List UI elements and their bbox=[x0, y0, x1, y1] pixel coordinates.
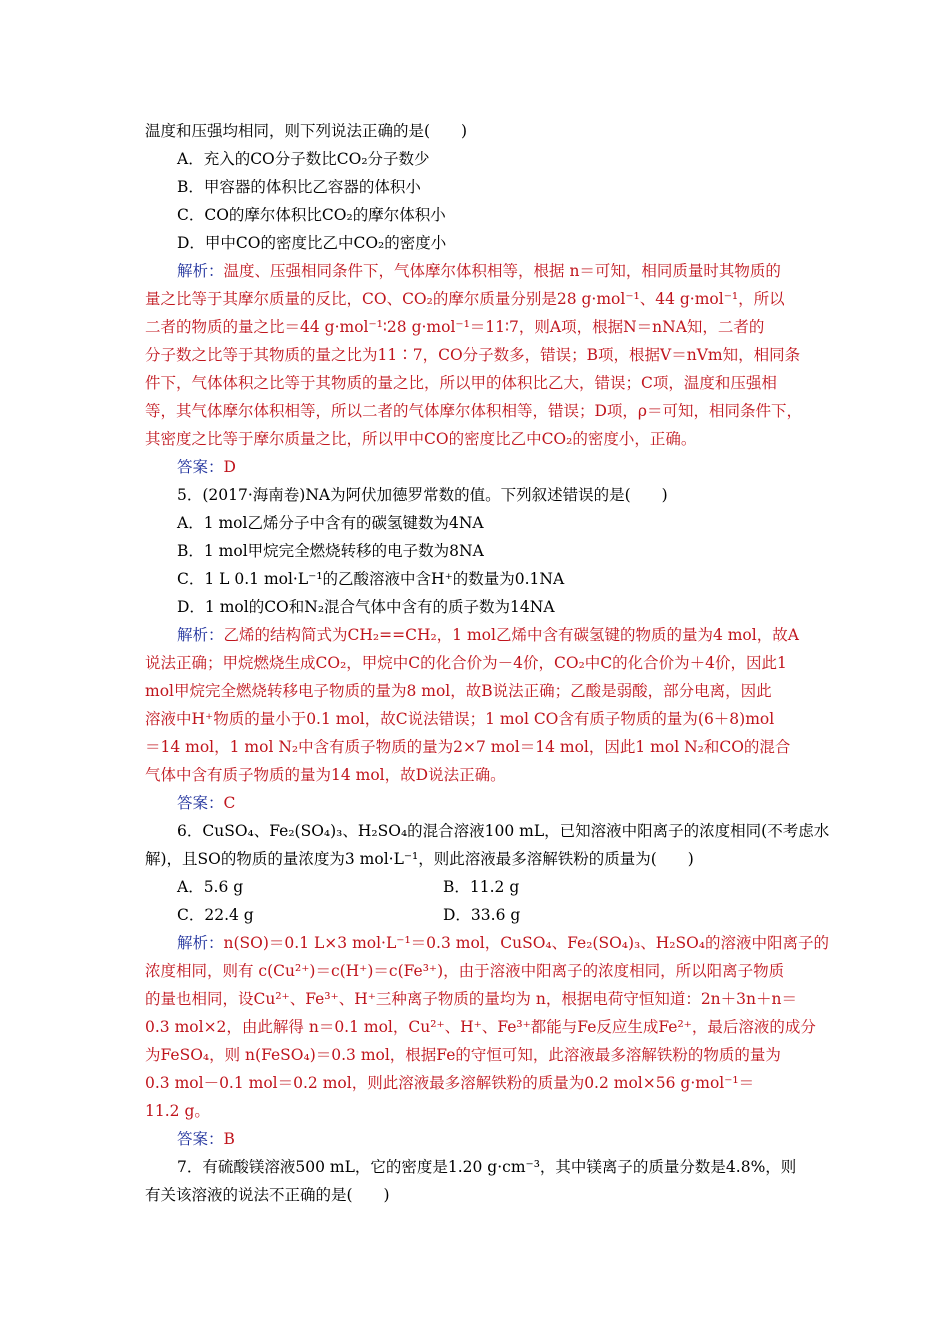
q4-answer-value: D bbox=[223, 458, 236, 476]
q5-answer-line bbox=[177, 793, 235, 813]
q5-analysis-first-line bbox=[177, 625, 799, 645]
q5-stem: 5．(2017·海南卷)NA为阿伏加德罗常数的值。下列叙述错误的是( ) bbox=[177, 486, 668, 504]
q4-analysis-line-3: 二者的物质的量之比＝44 g·mol⁻¹∶28 g·mol⁻¹＝11∶7，则A项，根据N＝nNA知，二者的 bbox=[145, 318, 765, 336]
q6-analysis-line-3: 的量也相同，设Cu²⁺、Fe³⁺、H⁺三种离子物质的量均为 n，根据电荷守恒知道：2n＋3n＋n＝ bbox=[145, 990, 797, 1008]
q4-analysis-line-2: 量之比等于其摩尔质量的反比，CO、CO₂的摩尔质量分别是28 g·mol⁻¹、44 g·mol⁻¹，所以 bbox=[145, 290, 785, 308]
q6-analysis-line-7: 11.2 g。 bbox=[145, 1102, 210, 1120]
q4-analysis-line-5: 件下，气体体积之比等于其物质的量之比，所以甲的体积比乙大，错误；C项，温度和压强相 bbox=[145, 374, 777, 392]
q5-option-d: D．1 mol的CO和N₂混合气体中含有的质子数为14NA bbox=[177, 598, 555, 616]
q5-option-a: A．1 mol乙烯分子中含有的碳氢键数为4NA bbox=[177, 514, 484, 532]
q4-option-d: D．甲中CO的密度比乙中CO₂的密度小 bbox=[177, 234, 447, 252]
q6-analysis-label: 解析： bbox=[177, 934, 224, 952]
q6-answer-label: 答案： bbox=[177, 1130, 224, 1148]
q6-analysis-line-6: 0.3 mol－0.1 mol＝0.2 mol，则此溶液最多溶解铁粉的质量为0.2 mol×56 g·mol⁻¹＝ bbox=[145, 1074, 755, 1092]
q5-answer-label: 答案： bbox=[177, 794, 224, 812]
q4-option-b: B．甲容器的体积比乙容器的体积小 bbox=[177, 178, 421, 196]
q4-stem-tail: 温度和压强均相同，则下列说法正确的是( ) bbox=[145, 122, 468, 140]
q5-analysis-label: 解析： bbox=[177, 626, 224, 644]
q4-analysis-line-1: 温度、压强相同条件下，气体摩尔体积相等，根据 n＝可知，相同质量时其物质的 bbox=[223, 262, 781, 280]
q7-stem-line-1: 7．有硫酸镁溶液500 mL，它的密度是1.20 g·cm⁻³，其中镁离子的质量分数是4.8%，则 bbox=[177, 1158, 797, 1176]
q5-answer-value: C bbox=[223, 794, 236, 812]
q5-option-c: C．1 L 0.1 mol·L⁻¹的乙酸溶液中含H⁺的数量为0.1NA bbox=[177, 570, 565, 588]
q6-analysis-line-5: 为FeSO₄，则 n(FeSO₄)＝0.3 mol，根据Fe的守恒可知，此溶液最多溶解铁粉的物质的量为 bbox=[145, 1046, 781, 1064]
q4-option-a: A．充入的CO分子数比CO₂分子数少 bbox=[177, 150, 430, 168]
q4-analysis-line-7: 其密度之比等于摩尔质量之比，所以甲中CO的密度比乙中CO₂的密度小，正确。 bbox=[145, 430, 697, 448]
q6-option-c: C．22.4 g bbox=[177, 906, 254, 924]
q4-answer-label: 答案： bbox=[177, 458, 224, 476]
q5-analysis-line-1: 乙烯的结构简式为CH₂==CH₂，1 mol乙烯中含有碳氢键的物质的量为4 mol，故A bbox=[223, 626, 799, 644]
q4-analysis-line-6: 等，其气体摩尔体积相等，所以二者的气体摩尔体积相等，错误；D项，ρ＝可知，相同条件下， bbox=[145, 402, 803, 420]
q5-analysis-line-2: 说法正确；甲烷燃烧生成CO₂，甲烷中C的化合价为－4价，CO₂中C的化合价为＋4价，因此1 bbox=[145, 654, 787, 672]
q7-stem-line-2: 有关该溶液的说法不正确的是( ) bbox=[145, 1186, 390, 1204]
q5-analysis-line-5: ＝14 mol，1 mol N₂中含有质子物质的量为2×7 mol＝14 mol，因此1 mol N₂和CO的混合 bbox=[145, 738, 791, 756]
q5-analysis-line-4: 溶液中H⁺物质的量小于0.1 mol，故C说法错误；1 mol CO含有质子物质的量为(6＋8)mol bbox=[145, 710, 775, 728]
q4-analysis-line-4: 分子数之比等于其物质的量之比为11∶7，CO分子数多，错误；B项，根据V＝nVm知，相同条 bbox=[145, 346, 801, 364]
q4-answer-line bbox=[177, 457, 236, 477]
q6-analysis-first-line bbox=[177, 933, 829, 953]
q6-answer-line bbox=[177, 1129, 235, 1149]
q4-analysis-first-line bbox=[177, 261, 781, 281]
q5-analysis-line-6: 气体中含有质子物质的量为14 mol，故D说法正确。 bbox=[145, 766, 506, 784]
q6-option-a: A．5.6 g bbox=[177, 878, 244, 896]
q5-option-b: B．1 mol甲烷完全燃烧转移的电子数为8NA bbox=[177, 542, 484, 560]
q6-analysis-line-1: n(SO)＝0.1 L×3 mol·L⁻¹＝0.3 mol，CuSO₄、Fe₂(SO₄)₃、H₂SO₄的溶液中阳离子的 bbox=[223, 934, 830, 952]
q6-stem-line-1: 6．CuSO₄、Fe₂(SO₄)₃、H₂SO₄的混合溶液100 mL，已知溶液中阳离子的浓度相同(不考虑水 bbox=[177, 822, 830, 840]
q6-option-d: D．33.6 g bbox=[443, 906, 521, 924]
q6-analysis-line-4: 0.3 mol×2，由此解得 n＝0.1 mol，Cu²⁺、H⁺、Fe³⁺都能与Fe反应生成Fe²⁺，最后溶液的成分 bbox=[145, 1018, 816, 1036]
q5-analysis-line-3: mol甲烷完全燃烧转移电子物质的量为8 mol，故B说法正确；乙酸是弱酸，部分电离，因此 bbox=[145, 682, 772, 700]
q6-option-b: B．11.2 g bbox=[443, 878, 520, 896]
q6-analysis-line-2: 浓度相同，则有 c(Cu²⁺)＝c(H⁺)＝c(Fe³⁺)，由于溶液中阳离子的浓度相同，所以阳离子物质 bbox=[145, 962, 785, 980]
q4-analysis-label: 解析： bbox=[177, 262, 224, 280]
q4-option-c: C．CO的摩尔体积比CO₂的摩尔体积小 bbox=[177, 206, 446, 224]
q6-answer-value: B bbox=[223, 1130, 235, 1148]
q6-stem-line-2: 解)，且SO的物质的量浓度为3 mol·L⁻¹，则此溶液最多溶解铁粉的质量为( ) bbox=[145, 850, 694, 868]
